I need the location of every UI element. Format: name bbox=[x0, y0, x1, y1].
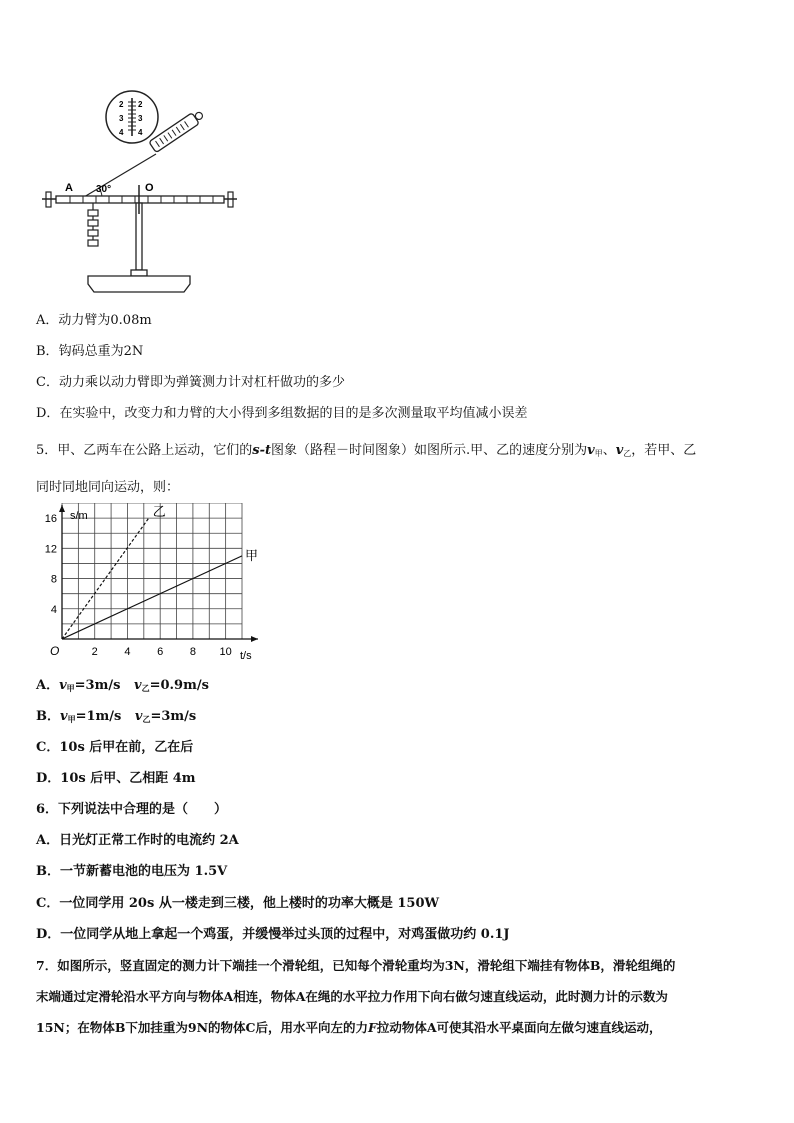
q4-option-b: B．钩码总重为2N bbox=[36, 344, 144, 359]
st-graph bbox=[36, 503, 268, 663]
x-tick-label: 2 bbox=[91, 646, 98, 658]
y-tick-label: 8 bbox=[50, 573, 57, 586]
x-tick-label: 8 bbox=[189, 646, 196, 658]
scale-number: 4 bbox=[119, 128, 124, 137]
series-label-yi: 乙 bbox=[152, 504, 166, 520]
scale-number: 2 bbox=[138, 100, 143, 109]
scale-number: 4 bbox=[138, 128, 143, 137]
q7-line3: 15N；在物体B下加挂重为9N的物体C后，用水平向左的力F拉动物体A可使其沿水平桌面向左做匀速直线运动， bbox=[36, 1020, 662, 1035]
q5-option-b: B．$v_甲=1m/s$ $v_乙=3m/s$ bbox=[36, 709, 197, 724]
series-line-jia bbox=[62, 556, 242, 639]
y-tick-label: 12 bbox=[44, 543, 57, 556]
q6-option-d: D．一位同学从地上拿起一个鸡蛋，并缓慢举过头顶的过程中，对鸡蛋做功约 0.1J bbox=[36, 927, 510, 942]
q6-option-c: C．一位同学用 20s 从一楼走到三楼，他上楼时的功率大概是 150W bbox=[36, 896, 440, 911]
scale-number: 3 bbox=[138, 114, 143, 123]
y-axis-label: s/m bbox=[70, 510, 88, 522]
x-tick-label: 10 bbox=[219, 646, 232, 658]
scale-number: 3 bbox=[119, 114, 124, 123]
q5-option-a: A．$v_甲=3m/s$ $v_乙=0.9m/s$ bbox=[36, 678, 209, 693]
y-axis-arrow bbox=[59, 505, 65, 512]
angle-label: 30° bbox=[96, 184, 112, 195]
q5-stem-line1: 5．甲、乙两车在公路上运动，它们的s-t图象（路程－时间图象）如图所示.甲、乙的速度分别为$v_甲$、$v_乙$，若甲、乙 bbox=[36, 443, 697, 458]
q5-stem-line2: 同时同地同向运动，则： bbox=[36, 480, 180, 495]
lever-experiment-figure bbox=[38, 88, 248, 300]
scale-number: 2 bbox=[119, 100, 124, 109]
q6-stem: 6．下列说法中合理的是（ ） bbox=[36, 802, 228, 817]
q6-option-a: A．日光灯正常工作时的电流约 2A bbox=[36, 833, 239, 848]
y-tick-label: 4 bbox=[50, 603, 57, 616]
x-axis-label: t/s bbox=[240, 650, 252, 662]
q5-option-d: D．10s 后甲、乙相距 4m bbox=[36, 771, 196, 786]
q7-line1: 7．如图所示，竖直固定的测力计下端挂一个滑轮组，已知每个滑轮重均为3N，滑轮组下端挂有物体B，滑轮组绳的 bbox=[36, 958, 676, 973]
point-a-label: A bbox=[65, 182, 73, 194]
origin-label: O bbox=[50, 644, 60, 658]
x-axis-arrow bbox=[251, 636, 258, 642]
q6-option-b: B．一节新蓄电池的电压为 1.5V bbox=[36, 864, 228, 879]
q4-option-d: D．在实验中，改变力和力臂的大小得到多组数据的目的是多次测量取平均值减小误差 bbox=[36, 406, 528, 421]
point-o-label: O bbox=[145, 182, 154, 194]
y-tick-label: 16 bbox=[44, 513, 57, 526]
q7-line2: 末端通过定滑轮沿水平方向与物体A相连，物体A在绳的水平拉力作用下向右做匀速直线运动，此时测力计的示数为 bbox=[36, 989, 668, 1004]
q5-option-c: C．10s 后甲在前，乙在后 bbox=[36, 740, 194, 755]
x-tick-label: 4 bbox=[124, 646, 131, 658]
hook-weights bbox=[88, 203, 98, 246]
series-label-jia: 甲 bbox=[245, 547, 259, 563]
q4-option-a: A．动力臂为0.08m bbox=[36, 313, 152, 328]
x-tick-label: 6 bbox=[157, 646, 164, 658]
q4-option-c: C．动力乘以动力臂即为弹簧测力计对杠杆做功的多少 bbox=[36, 375, 345, 390]
